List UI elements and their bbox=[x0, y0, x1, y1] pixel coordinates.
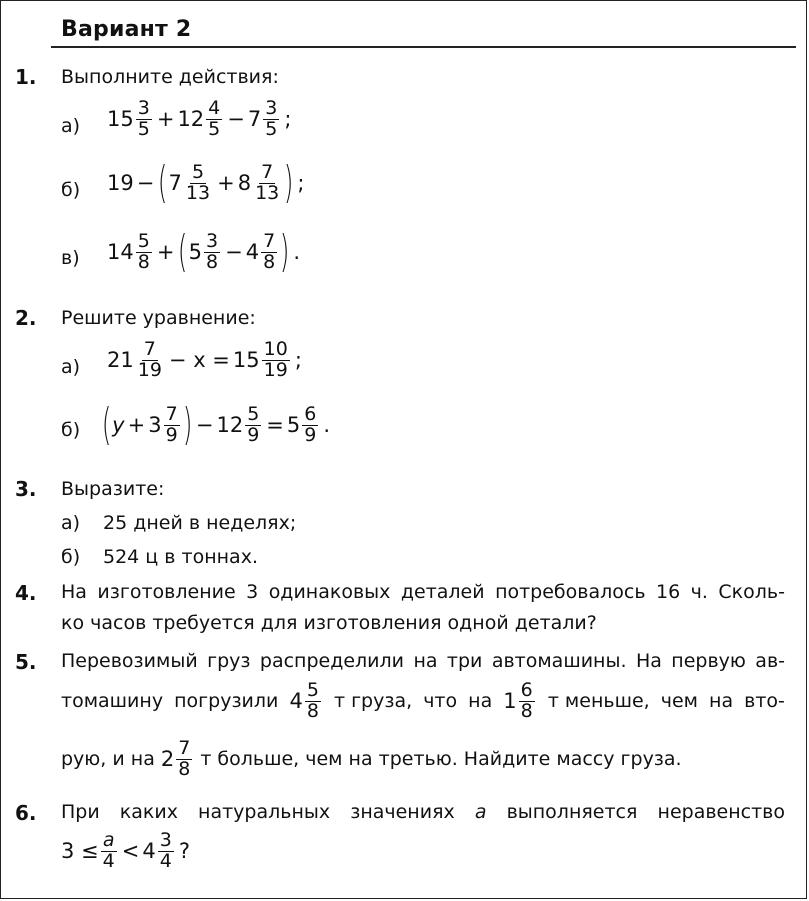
problem-2b-expression bbox=[101, 399, 333, 450]
whole: 3 bbox=[148, 413, 162, 437]
whole: 15 bbox=[107, 107, 134, 132]
fraction bbox=[262, 340, 290, 381]
operator: − bbox=[227, 107, 245, 132]
whole: 12 bbox=[177, 107, 205, 132]
denominator: 8 bbox=[306, 699, 319, 722]
word: первую bbox=[671, 650, 746, 672]
operator: + bbox=[156, 240, 175, 264]
problem-6-number: 6. bbox=[15, 801, 37, 825]
fraction bbox=[136, 99, 152, 140]
word: на bbox=[468, 690, 493, 713]
numerator: 7 bbox=[263, 229, 276, 252]
problem-1a-expression bbox=[107, 99, 294, 140]
problem-1-text: Выполните действия: bbox=[61, 66, 279, 88]
whole: 4 bbox=[245, 240, 260, 264]
problem-1c-label: в) bbox=[61, 247, 80, 269]
problem-4-number: 4. bbox=[15, 581, 37, 605]
operator: < bbox=[121, 839, 140, 864]
title-divider bbox=[51, 46, 796, 48]
right-paren: ) bbox=[284, 157, 294, 208]
problem-5-number: 5. bbox=[15, 650, 37, 674]
operator: − bbox=[136, 171, 155, 195]
problem-3b-text: 524 ц в тоннах. bbox=[103, 546, 258, 568]
denominator: 8 bbox=[205, 250, 219, 273]
fraction bbox=[176, 739, 192, 780]
whole: 7 bbox=[247, 107, 262, 132]
whole: 5 bbox=[286, 413, 301, 437]
numerator: 3 bbox=[137, 97, 150, 119]
numerator: 7 bbox=[165, 402, 178, 425]
word: одинаковых bbox=[268, 581, 391, 603]
word: каких bbox=[119, 801, 178, 823]
problem-2-text: Решите уравнение: bbox=[61, 307, 256, 329]
whole: 15 bbox=[232, 348, 260, 373]
word: чем bbox=[660, 690, 698, 713]
text: рую, и на bbox=[61, 748, 155, 771]
word: автомашины. bbox=[491, 650, 627, 672]
numerator: 5 bbox=[191, 160, 205, 183]
mixed-number bbox=[289, 681, 322, 722]
left-paren: ( bbox=[101, 399, 112, 450]
fraction bbox=[184, 160, 212, 204]
word: томашину bbox=[61, 690, 164, 713]
numerator: 3 bbox=[205, 229, 219, 252]
numerator: 10 bbox=[263, 338, 288, 360]
operator: − bbox=[195, 413, 214, 437]
lower-bound: 3 ≤ bbox=[61, 839, 99, 864]
punctuation: . bbox=[323, 413, 331, 437]
word: груз bbox=[207, 650, 251, 672]
word: что bbox=[423, 690, 458, 713]
numerator: 4 bbox=[208, 97, 221, 119]
whole: 21 bbox=[107, 348, 134, 373]
problem-2-number: 2. bbox=[15, 306, 37, 330]
problem-3b-label: б) bbox=[61, 546, 81, 568]
problem-1c-expression bbox=[107, 226, 303, 277]
word: ч. bbox=[690, 581, 708, 603]
numerator: 3 bbox=[265, 97, 278, 119]
problem-2a-expression bbox=[107, 340, 305, 381]
word: три bbox=[446, 650, 483, 672]
problem-3a-text: 25 дней в неделях; bbox=[103, 512, 297, 534]
denominator: 4 bbox=[159, 849, 172, 872]
whole: 2 bbox=[160, 747, 175, 772]
whole: 5 bbox=[188, 240, 202, 264]
punctuation: . bbox=[293, 240, 301, 264]
numerator: 7 bbox=[178, 737, 191, 759]
word: на bbox=[413, 650, 438, 672]
problem-1b-label: б) bbox=[61, 179, 81, 201]
problem-3-number: 3. bbox=[15, 477, 37, 501]
variable: a bbox=[474, 801, 487, 823]
problem-3-text: Выразите: bbox=[61, 478, 165, 500]
fraction bbox=[101, 831, 117, 872]
equation-middle: − x = bbox=[168, 348, 230, 373]
fraction bbox=[302, 402, 318, 446]
problem-4-line-1 bbox=[61, 581, 785, 603]
word: 3 bbox=[246, 581, 259, 603]
mixed-number bbox=[161, 739, 194, 780]
fraction bbox=[158, 831, 174, 872]
whole: 14 bbox=[107, 240, 134, 264]
problem-6-line-1 bbox=[61, 801, 785, 823]
word: т груза, bbox=[333, 690, 413, 713]
numerator: 7 bbox=[261, 160, 274, 183]
denominator: 9 bbox=[304, 423, 317, 446]
problem-2a-label: а) bbox=[61, 356, 81, 378]
denominator: 9 bbox=[165, 423, 178, 446]
whole: 12 bbox=[216, 413, 244, 437]
left-paren: ( bbox=[158, 157, 168, 208]
denominator: 5 bbox=[208, 117, 221, 140]
problem-5-line-3 bbox=[61, 739, 682, 780]
word: выполняется bbox=[506, 801, 638, 823]
word: неравенство bbox=[657, 801, 785, 823]
word: значениях bbox=[350, 801, 455, 823]
fraction bbox=[206, 99, 222, 140]
problem-5-line-2 bbox=[61, 681, 785, 722]
numerator: 5 bbox=[306, 679, 319, 701]
fraction bbox=[164, 402, 180, 446]
problem-5-line-1 bbox=[61, 650, 785, 672]
denominator: 9 bbox=[247, 423, 260, 446]
left-paren: ( bbox=[178, 226, 188, 277]
operator: − bbox=[225, 240, 243, 264]
operator: + bbox=[217, 171, 235, 195]
numerator: 3 bbox=[159, 829, 172, 851]
problem-2b-label: б) bbox=[61, 419, 81, 441]
fraction bbox=[263, 99, 279, 140]
denominator: 8 bbox=[520, 699, 533, 722]
denominator: 13 bbox=[185, 181, 211, 204]
operator: + bbox=[127, 413, 146, 437]
denominator: 5 bbox=[265, 117, 278, 140]
problem-3a-label: а) bbox=[61, 512, 81, 534]
word: При bbox=[61, 801, 100, 823]
problem-4-line-2: ко часов требуется для изготовления одной детали? bbox=[61, 612, 597, 634]
whole: 8 bbox=[237, 171, 252, 195]
right-paren: ) bbox=[182, 399, 192, 450]
fraction bbox=[245, 402, 261, 446]
denominator: 4 bbox=[102, 849, 115, 872]
mixed-number bbox=[503, 681, 536, 722]
problem-1-number: 1. bbox=[15, 65, 37, 89]
denominator: 19 bbox=[263, 358, 288, 381]
punctuation: ? bbox=[178, 839, 190, 864]
fraction bbox=[253, 160, 281, 204]
punctuation: ; bbox=[284, 107, 292, 132]
fraction bbox=[136, 340, 164, 381]
punctuation: ; bbox=[294, 348, 302, 373]
problem-1a-label: а) bbox=[61, 115, 81, 137]
denominator: 8 bbox=[178, 757, 191, 780]
word: вто- bbox=[744, 690, 785, 713]
operator: + bbox=[156, 107, 175, 132]
word: Перевозимый bbox=[61, 650, 198, 672]
right-paren: ) bbox=[280, 226, 290, 277]
equals: = bbox=[266, 413, 284, 437]
word: 16 bbox=[656, 581, 681, 603]
word: погрузили bbox=[174, 690, 279, 713]
numerator: 5 bbox=[137, 229, 150, 252]
problem-6-inequality bbox=[61, 831, 193, 872]
word: т меньше, bbox=[547, 690, 650, 713]
whole: 7 bbox=[168, 171, 182, 195]
denominator: 5 bbox=[137, 117, 150, 140]
whole: 1 bbox=[503, 689, 517, 714]
fraction bbox=[204, 229, 220, 273]
whole: 4 bbox=[142, 839, 156, 864]
whole: 4 bbox=[289, 689, 303, 714]
word: на bbox=[709, 690, 734, 713]
word: На bbox=[61, 581, 87, 603]
denominator: 8 bbox=[137, 250, 150, 273]
fraction bbox=[519, 681, 535, 722]
fraction bbox=[261, 229, 277, 273]
word: Сколь- bbox=[718, 581, 785, 603]
page-title: Вариант 2 bbox=[61, 17, 192, 42]
text: т больше, чем на третью. Найдите массу груза. bbox=[200, 748, 682, 771]
numerator: 6 bbox=[520, 679, 533, 701]
variable: y bbox=[112, 413, 125, 437]
word: изготовление bbox=[97, 581, 236, 603]
word: распределили bbox=[259, 650, 405, 672]
punctuation: ; bbox=[297, 171, 305, 195]
problem-1b-expression bbox=[107, 157, 308, 208]
word: потребовалось bbox=[495, 581, 646, 603]
numerator: 6 bbox=[304, 402, 317, 425]
whole: 19 bbox=[107, 171, 134, 195]
word: ав- bbox=[755, 650, 785, 672]
fraction bbox=[305, 681, 321, 722]
denominator: 13 bbox=[255, 181, 280, 204]
word: На bbox=[635, 650, 662, 672]
word: натуральных bbox=[198, 801, 331, 823]
numerator: 7 bbox=[143, 338, 156, 360]
denominator: 19 bbox=[137, 358, 162, 381]
word: деталей bbox=[400, 581, 485, 603]
numerator: 5 bbox=[247, 402, 260, 425]
fraction bbox=[136, 229, 152, 273]
denominator: 8 bbox=[263, 250, 276, 273]
numerator: a bbox=[102, 829, 115, 851]
